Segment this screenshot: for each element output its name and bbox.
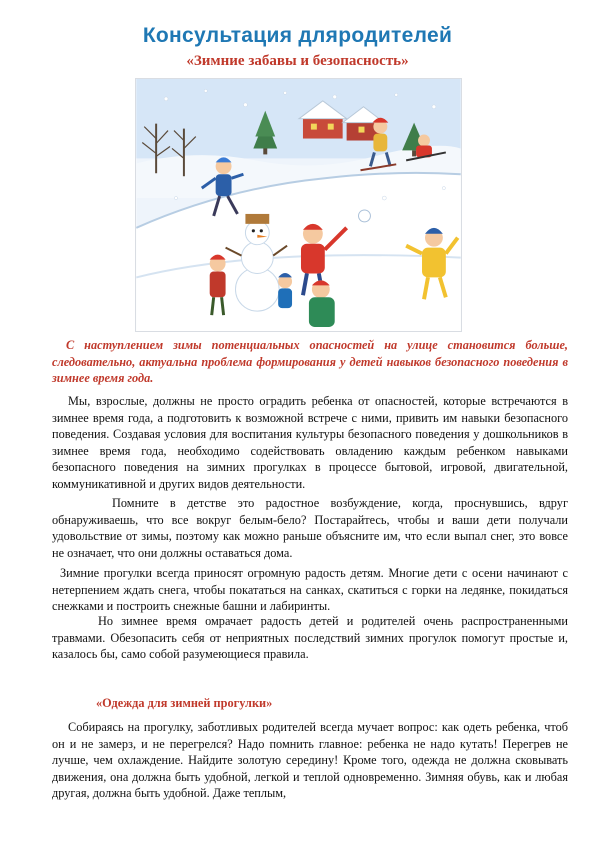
body-paragraph-2: Помните в детстве это радостное возбуждение, когда, проснувшись, вдруг обнаруживаешь, что все вокруг белым-бело? Постарайтесь, чтобы и ваши дети получали удовольствие от зимы, поэтому как можно раньше объясните им, что если выпал снег, это вовсе не означает, что они должны оставаться дома. [52, 496, 568, 560]
section-heading-clothing: «Одежда для зимней прогулки» [96, 696, 273, 710]
body-paragraph-3: Зимние прогулки всегда приносят огромную радость детям. Многие дети с осени начинают с нетерпением ждать снега, чтобы покататься на санках, скатиться с горки на ледянке, покидаться снежками и построить снежные башни и лабиринты. [52, 566, 568, 614]
winter-games-illustration [135, 78, 462, 332]
section-paragraph-clothing: Собираясь на прогулку, заботливых родителей всегда мучает вопрос: как одеть ребенка, чтоб он и не замерз, и не перегрелся? Надо помнить главное: ребенка не надо кутать! Перегрев не лучше, чем охлаждение. Найдите золотую середину! Кроме того, одежда не должна сковывать движения, она должна быть удобной, легкой и теплой одновременно. Зимняя обувь, как и любая другая, должна быть удобной. Даже теплым, [52, 720, 568, 801]
page-subtitle: «Зимние забавы и безопасность» [186, 53, 409, 69]
page-title: Консультация дляродителей [142, 24, 453, 47]
winter-games-drawing-icon [136, 79, 461, 331]
body-paragraph-1: Мы, взрослые, должны не просто оградить ребенка от опасностей, которые встречаются в зимнее время года, а подготовить к возможной встрече с ними, привить им навыки безопасного поведения. Создавая условия для воспитания культуры безопасного поведения у дошкольников в зимнее время года, необходимо содействовать овладению каждым ребенком навыками безопасного поведения на зимних прогулках в процессе бытовой, игровой, двигательной, коммуникативной и других видов деятельности. [52, 394, 568, 491]
child-icon [278, 273, 292, 308]
intro-paragraph: С наступлением зимы потенциальных опасностей на улице становится больше, следовательно, актуальна проблема формирования у детей навыков безопасного поведения в зимнее время года. [52, 338, 568, 385]
body-paragraph-4: Но зимнее время омрачает радость детей и родителей очень распространенными травмами. Обезопасить себя от неприятных последствий зимних прогулок помогут простые и, казалось бы, само собой разумеющиеся правила. [52, 614, 568, 662]
